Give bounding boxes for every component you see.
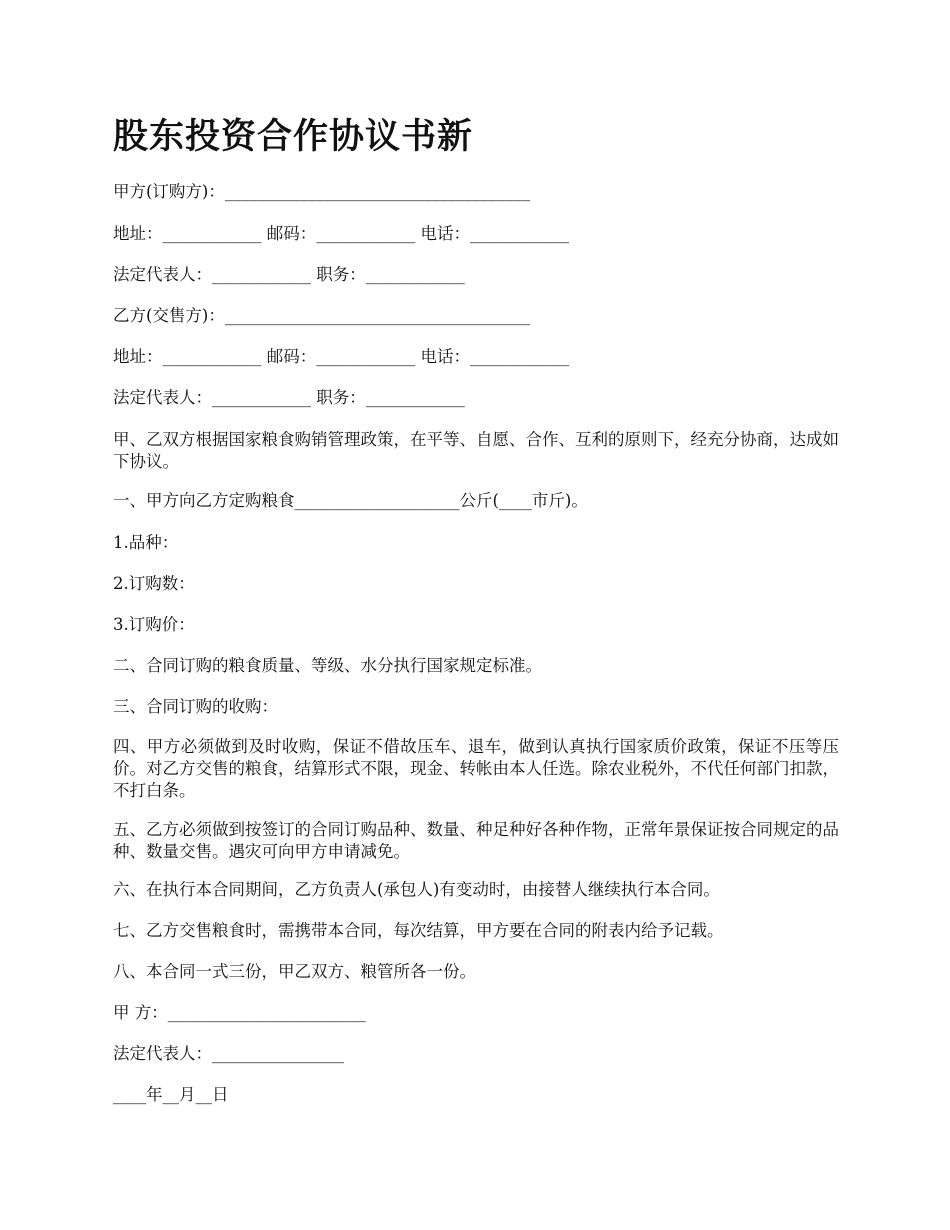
clause-1-item-price: 3.订购价：	[113, 615, 195, 634]
clause-6: 六、在执行本合同期间，乙方负责人(承包人)有变动时，由接替人继续执行本合同。	[113, 880, 720, 899]
clause-5: 五、乙方必须做到按签订的合同订购品种、数量、种足种好各种作物，正常年景保证按合同规定的品种、数量交售。遇灾可向甲方申请减免。	[113, 820, 839, 861]
clause-2: 二、合同订购的粮食质量、等级、水分执行国家规定标准。	[113, 656, 542, 675]
signature-party-a: 甲 方：________________________	[113, 1003, 366, 1022]
clause-3: 三、合同订购的收购：	[113, 697, 278, 716]
clause-8: 八、本合同一式三份，甲乙双方、粮管所各一份。	[113, 962, 476, 981]
party-b-line: 乙方(交售方)：_____________________________________	[113, 306, 531, 325]
party-a-line: 甲方(订购方)：_____________________________________	[113, 182, 531, 201]
signature-date: ____年__月__日	[113, 1085, 229, 1104]
clause-1-item-quantity: 2.订购数：	[113, 574, 195, 593]
clause-1: 一、甲方向乙方定购粮食____________________公斤(____市斤)。	[113, 491, 588, 510]
clause-4: 四、甲方必须做到及时收购，保证不借故压车、退车，做到认真执行国家质价政策，保证不压等压价。对乙方交售的粮食，结算形式不限，现金、转帐由本人任选。除农业税外，不代任何部门扣款，不打白条。	[113, 737, 839, 800]
clause-7: 七、乙方交售粮食时，需携带本合同，每次结算，甲方要在合同的附表内给予记载。	[113, 921, 724, 940]
party-a-representative-line: 法定代表人：____________ 职务：____________	[113, 265, 465, 284]
party-a-address-line: 地址：____________ 邮码：____________ 电话：____________	[113, 224, 569, 243]
document-title: 股东投资合作协议书新	[113, 116, 474, 157]
party-b-address-line: 地址：____________ 邮码：____________ 电话：____________	[113, 347, 569, 366]
preamble-paragraph: 甲、乙双方根据国家粮食购销管理政策，在平等、自愿、合作、互利的原则下，经充分协商，达成如下协议。	[113, 430, 839, 471]
party-b-representative-line: 法定代表人：____________ 职务：____________	[113, 388, 465, 407]
clause-1-item-variety: 1.品种：	[113, 533, 179, 552]
signature-representative: 法定代表人：________________	[113, 1044, 344, 1063]
